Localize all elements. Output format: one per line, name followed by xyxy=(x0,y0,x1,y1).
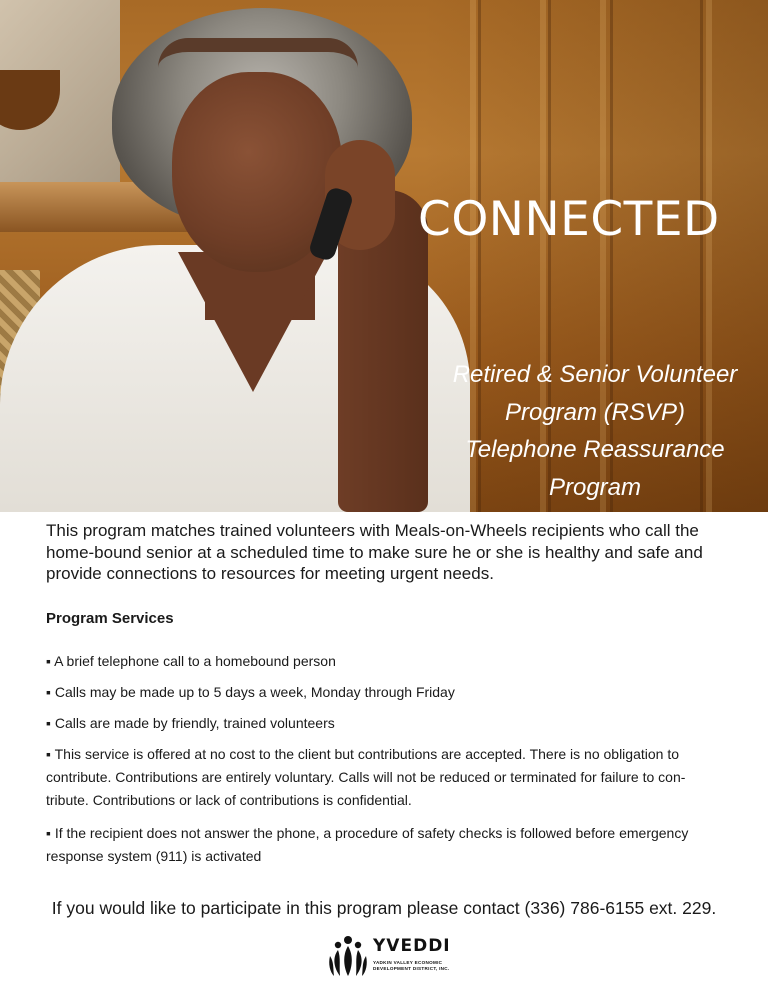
program-subtitle xyxy=(440,356,750,506)
contact-call-to-action: If you would like to participate in this program please contact (336) 786-6155 ext. 229. xyxy=(51,898,717,918)
people-figures-logo-icon xyxy=(326,934,370,978)
service-item: ▪ This service is offered at no cost to the client but contributions are accepted. There is no obligation to contribute. Contributions are entirely voluntary. Calls will not be reduced or terminated for failure to contribute. Contributions or lack of contributions is confidential. xyxy=(46,746,686,808)
bullet-icon: ▪ xyxy=(46,746,51,762)
service-item: ▪ Calls may be made up to 5 days a week, Monday through Friday xyxy=(46,684,455,700)
intro-paragraph: This program matches trained volunteers with Meals-on-Wheels recipients who call the home-bound senior at a scheduled time to make sure he or she is healthy and safe and provide connections to resources for meeting urgent needs. xyxy=(46,521,703,583)
bullet-icon: ▪ xyxy=(46,715,51,731)
logo-tagline: YADKIN VALLEY ECONOMIC DEVELOPMENT DISTRICT, INC. xyxy=(373,960,450,971)
page-title: CONNECTED xyxy=(418,192,720,247)
services-heading: Program Services xyxy=(46,610,174,627)
bullet-icon: ▪ xyxy=(46,825,51,841)
subtitle-line: Program xyxy=(548,473,642,501)
subtitle-line: Telephone Reassurance xyxy=(465,436,725,463)
service-item: ▪ If the recipient does not answer the phone, a procedure of safety checks is followed before emergency response system (911) is activated xyxy=(46,825,689,864)
subtitle-line: Retired & Senior Volunteer xyxy=(452,361,738,388)
bullet-icon: ▪ xyxy=(46,653,51,669)
subtitle-line: Program (RSVP) xyxy=(504,398,686,426)
bullet-icon: ▪ xyxy=(46,684,51,700)
service-item: ▪ Calls are made by friendly, trained volunteers xyxy=(46,715,335,731)
yveddi-logo xyxy=(326,934,451,978)
service-item: ▪ A brief telephone call to a homebound person xyxy=(46,653,336,669)
logo-name: YVEDDI xyxy=(373,936,451,956)
